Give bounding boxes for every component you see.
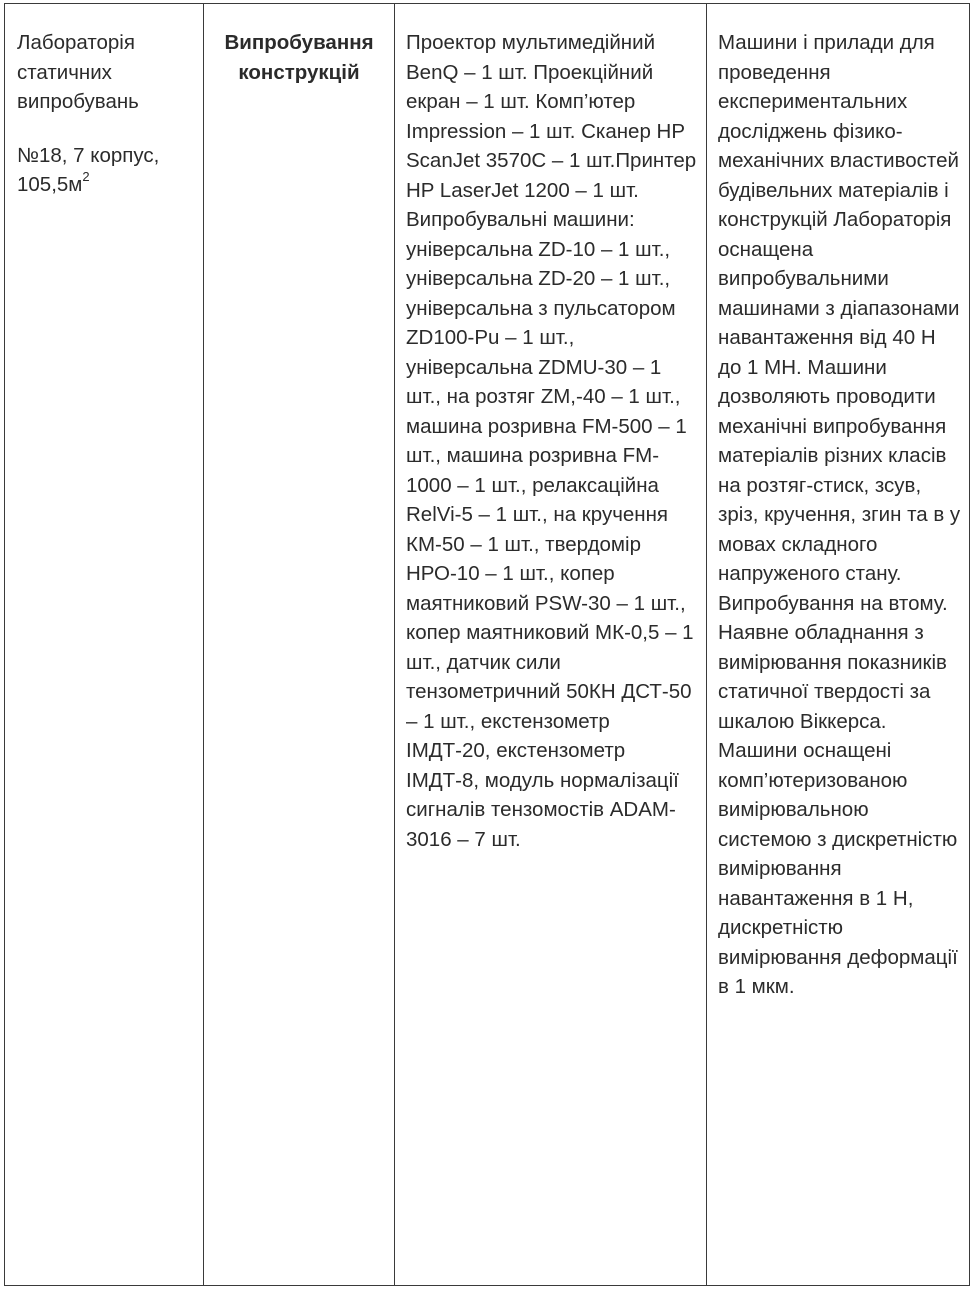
lab-name: Лабораторія статичних випробувань	[17, 31, 139, 113]
lab-cell	[5, 4, 203, 1285]
description-cell	[706, 4, 969, 1285]
discipline-name: Випробування конструкцій	[224, 31, 374, 84]
lab-description: Машини і прилади для проведення експериментальних досліджень фізико-механічних властивостей будівельних матеріалів і конструкцій Лабораторія оснащена випробувальними машинами з діапазонами навантаження від 40 Н до 1 МН. Машини дозволяють проводити механічні випробування матеріалів різних класів на розтяг-стиск, зсув, зріз, кручення, згин та в у мовах складного напруженого стану. Випробування на втому. Наявне обладнання з вимірювання показників статичної твердості за шкалою Віккерса. Машини оснащені комп’ютеризованою вимірювальною системою з дискретністю вимірювання навантаження в 1 Н, дискретністю вимірювання деформації в 1 мкм.	[718, 31, 961, 998]
equipment-list: Проектор мультимедійний BenQ – 1 шт. Проекційний екран – 1 шт. Комп’ютер Impression – 1 шт. Сканер HP ScanJet 3570C – 1 шт.Принтер HP LaserJet 1200 – 1 шт. Випробувальні машини: універсальна ZD-10 – 1 шт., універсальна ZD-20 – 1 шт., універсальна з пульсатором ZD100-Pu – 1 шт., універсальна ZDMU-30 – 1 шт., на розтяг ZM,-40 – 1 шт., машина розривна FM-500 – 1 шт., машина розривна FM-1000 – 1 шт., релаксаційна RelVi-5 – 1 шт., на кручення КМ-50 – 1 шт., твердомір НРО-10 – 1 шт., копер маятниковий PSW-30 – 1 шт., копер маятниковий МК-0,5 – 1 шт., датчик сили тензометричний 50КН ДСТ-50 – 1 шт., екстензометр ІМДТ-20, екстензометр ІМДТ-8, модуль нормалізації сигналів тензомостів ADAM-3016 – 7 шт.	[406, 31, 697, 851]
equipment-cell	[394, 4, 706, 1285]
area-unit-superscript: 2	[82, 169, 90, 185]
lab-location	[17, 141, 193, 200]
discipline-cell	[203, 4, 394, 1285]
lab-location-text: №18, 7 корпус, 105,5м	[17, 143, 160, 196]
lab-equipment-table	[4, 3, 970, 1286]
